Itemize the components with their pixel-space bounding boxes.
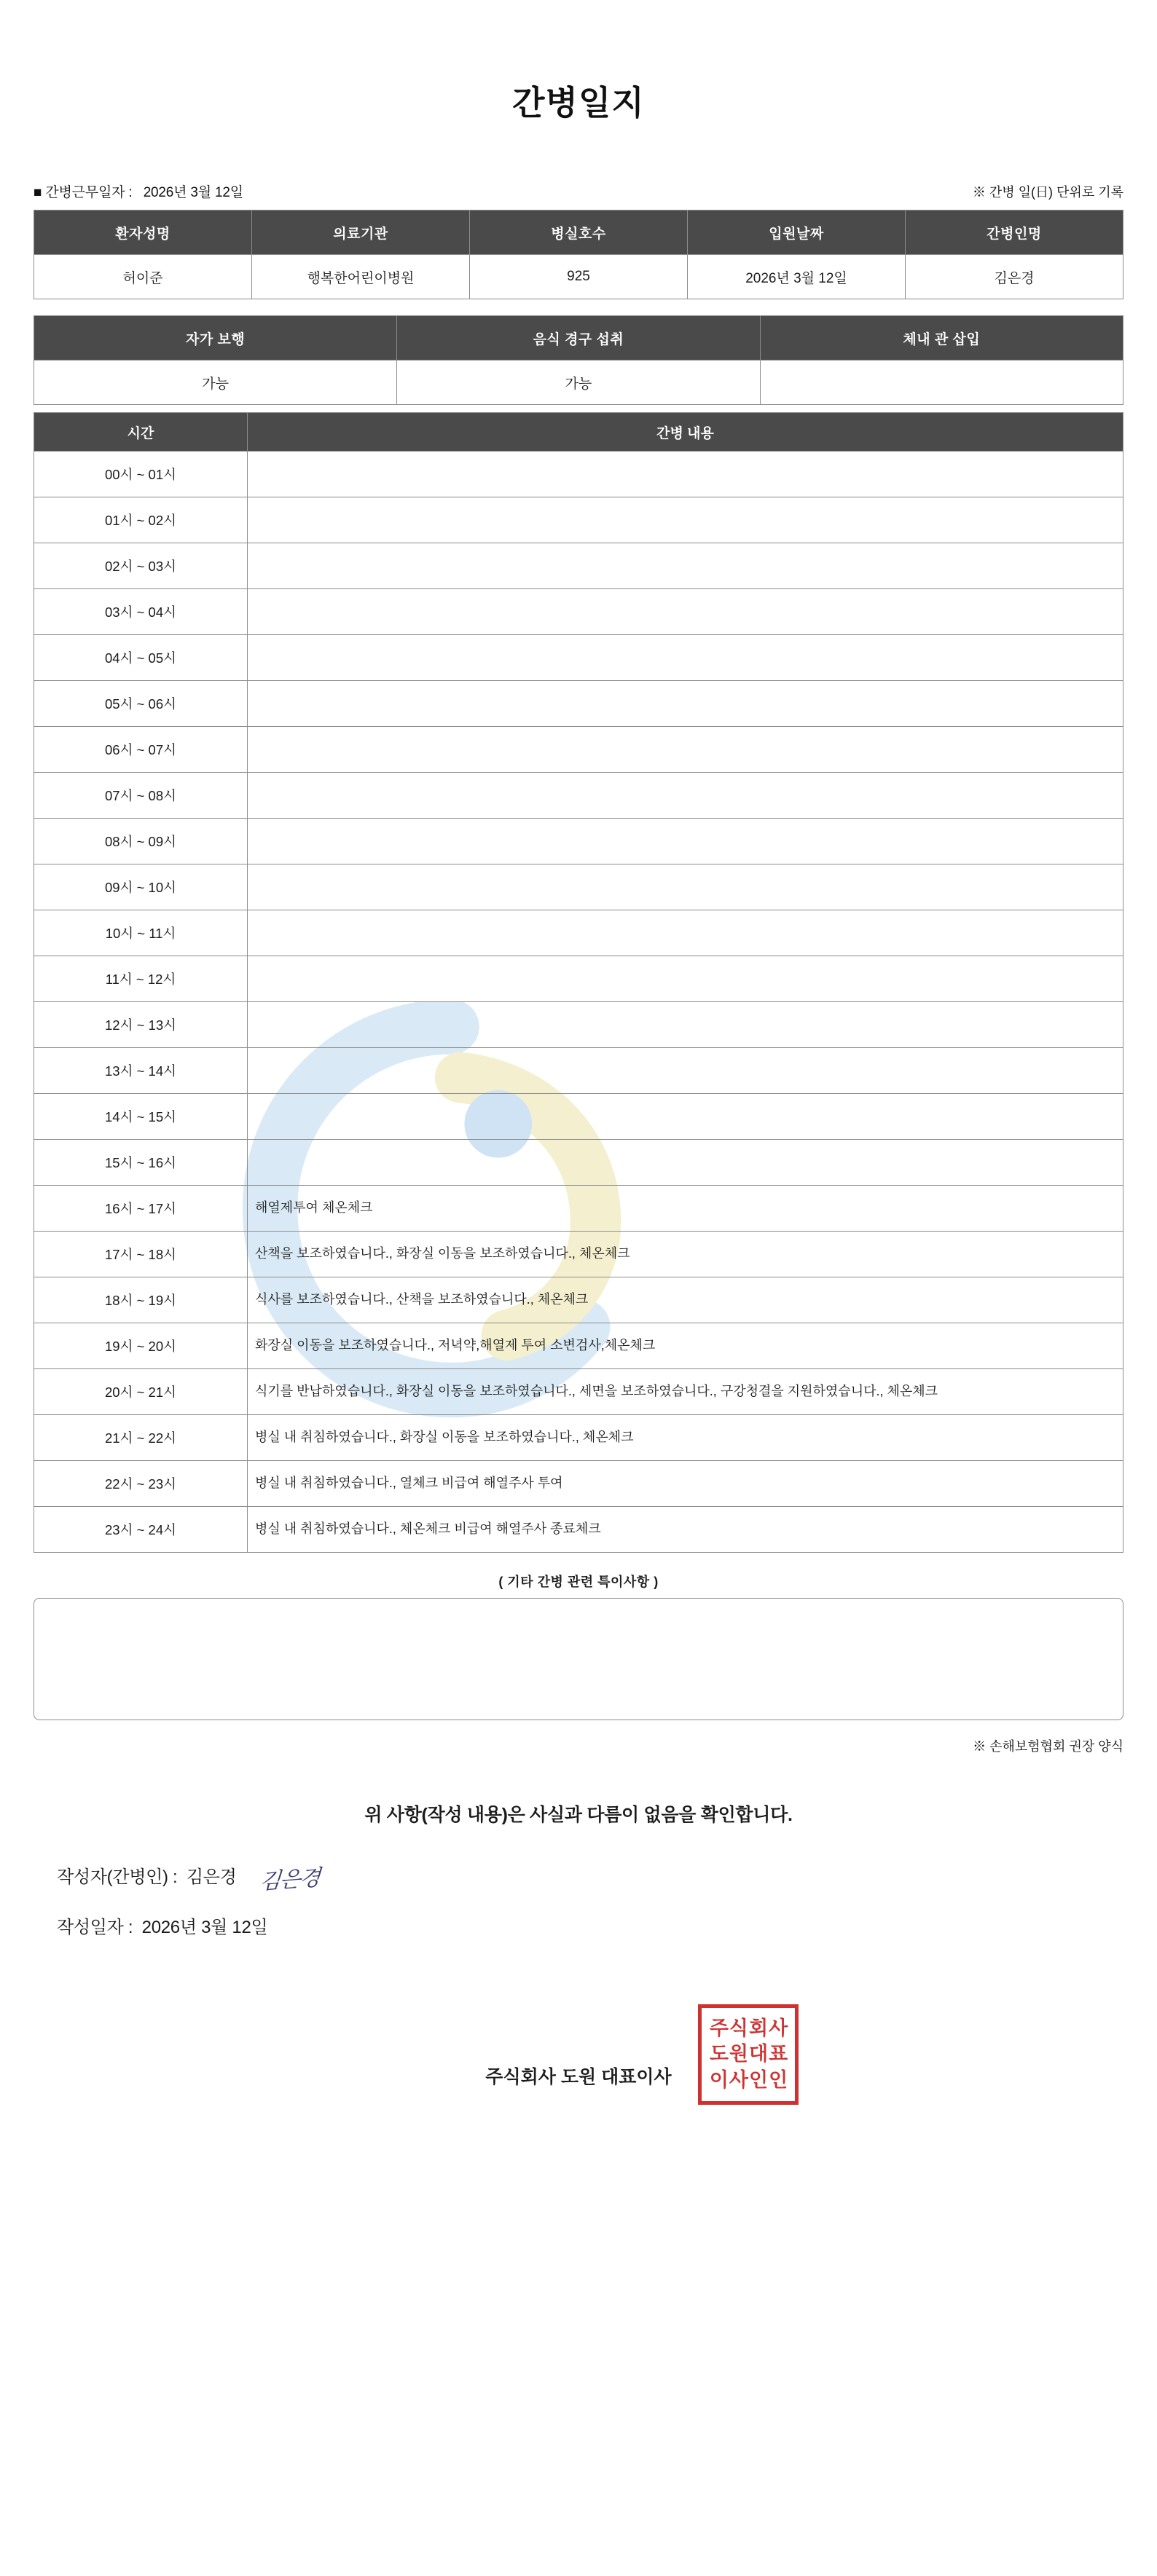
table-row bbox=[34, 910, 1123, 956]
cell-note[interactable]: 화장실 이동을 보조하였습니다., 저녁약,해열제 투여 소변검사,체온체크 bbox=[248, 1323, 1123, 1369]
cell-time: 23시 ~ 24시 bbox=[34, 1507, 248, 1553]
value-patient-name: 허이준 bbox=[34, 255, 252, 299]
cell-time: 13시 ~ 14시 bbox=[34, 1048, 248, 1094]
cell-time: 20시 ~ 21시 bbox=[34, 1369, 248, 1415]
cell-note[interactable] bbox=[248, 1002, 1123, 1048]
page-title: 간병일지 bbox=[512, 84, 645, 122]
cell-time: 14시 ~ 15시 bbox=[34, 1094, 248, 1140]
cell-time: 17시 ~ 18시 bbox=[34, 1232, 248, 1277]
writer-label: 작성자(간병인) : bbox=[57, 1867, 178, 1887]
cell-time: 06시 ~ 07시 bbox=[34, 727, 248, 773]
header-oral-intake: 음식 경구 섭취 bbox=[397, 316, 760, 361]
table-row bbox=[34, 727, 1123, 773]
cell-time: 19시 ~ 20시 bbox=[34, 1323, 248, 1369]
table-row bbox=[34, 1369, 1123, 1415]
table-row bbox=[34, 497, 1123, 543]
unit-note: ※ 간병 일(日) 단위로 기록 bbox=[972, 185, 1123, 200]
writer-name: 김은경 bbox=[186, 1867, 237, 1887]
table-row bbox=[34, 255, 1123, 299]
status-table bbox=[34, 315, 1123, 405]
cell-note[interactable]: 식사를 보조하였습니다., 산책을 보조하였습니다., 체온체크 bbox=[248, 1277, 1123, 1323]
table-row bbox=[34, 1507, 1123, 1553]
cell-time: 01시 ~ 02시 bbox=[34, 497, 248, 543]
cell-time: 02시 ~ 03시 bbox=[34, 543, 248, 589]
work-date bbox=[34, 181, 243, 201]
cell-note[interactable]: 병실 내 취침하였습니다., 열체크 비급여 해열주사 투여 bbox=[248, 1461, 1123, 1507]
cell-note[interactable] bbox=[248, 543, 1123, 589]
header-time: 시간 bbox=[34, 413, 248, 452]
cell-note[interactable] bbox=[248, 681, 1123, 727]
patient-info-table bbox=[34, 210, 1123, 299]
cell-time: 07시 ~ 08시 bbox=[34, 773, 248, 819]
cell-time: 18시 ~ 19시 bbox=[34, 1277, 248, 1323]
cell-note[interactable]: 병실 내 취침하였습니다., 체온체크 비급여 해열주사 종료체크 bbox=[248, 1507, 1123, 1553]
value-admission-date: 2026년 3월 12일 bbox=[688, 255, 906, 299]
writer-line bbox=[57, 1862, 1123, 1895]
work-date-label: ■ 간병근무일자 : bbox=[34, 185, 133, 200]
cell-note[interactable]: 해열제투여 체온체크 bbox=[248, 1186, 1123, 1232]
cell-time: 22시 ~ 23시 bbox=[34, 1461, 248, 1507]
company-name: 주식회사 도원 대표이사 bbox=[485, 2067, 672, 2087]
etc-notes-box[interactable] bbox=[34, 1598, 1123, 1720]
confirmation-text: 위 사항(작성 내용)은 사실과 다름이 없음을 확인합니다. bbox=[364, 1805, 793, 1825]
header-hospital: 의료기관 bbox=[252, 210, 470, 255]
cell-time: 03시 ~ 04시 bbox=[34, 589, 248, 635]
cell-note[interactable] bbox=[248, 910, 1123, 956]
cell-note[interactable] bbox=[248, 727, 1123, 773]
header-care-content: 간병 내용 bbox=[248, 413, 1123, 452]
cell-time: 05시 ~ 06시 bbox=[34, 681, 248, 727]
table-row bbox=[34, 1186, 1123, 1232]
cell-note[interactable] bbox=[248, 864, 1123, 910]
association-note: ※ 손해보험협회 권장 양식 bbox=[973, 1739, 1123, 1754]
date-value: 2026년 3월 12일 bbox=[141, 1918, 268, 1937]
cell-note[interactable] bbox=[248, 635, 1123, 681]
table-row bbox=[34, 543, 1123, 589]
table-row bbox=[34, 864, 1123, 910]
cell-note[interactable] bbox=[248, 497, 1123, 543]
table-row bbox=[34, 1048, 1123, 1094]
etc-section-title: ( 기타 간병 관련 특이사항 ) bbox=[498, 1575, 659, 1589]
table-row bbox=[34, 773, 1123, 819]
date-label: 작성일자 : bbox=[57, 1918, 133, 1937]
table-row bbox=[34, 1140, 1123, 1186]
value-room-number: 925 bbox=[470, 255, 688, 299]
table-row bbox=[34, 819, 1123, 864]
cell-time: 15시 ~ 16시 bbox=[34, 1140, 248, 1186]
header-self-walking: 자가 보행 bbox=[34, 316, 397, 361]
header-patient-name: 환자성명 bbox=[34, 210, 252, 255]
value-tube-insertion bbox=[760, 361, 1123, 405]
table-row bbox=[34, 1002, 1123, 1048]
table-header-row bbox=[34, 316, 1123, 361]
cell-note[interactable]: 병실 내 취침하였습니다., 화장실 이동을 보조하였습니다., 체온체크 bbox=[248, 1415, 1123, 1461]
table-row bbox=[34, 1323, 1123, 1369]
table-row bbox=[34, 589, 1123, 635]
cell-note[interactable]: 산책을 보조하였습니다., 화장실 이동을 보조하였습니다., 체온체크 bbox=[248, 1232, 1123, 1277]
document-page bbox=[0, 76, 1157, 2576]
table-row bbox=[34, 1094, 1123, 1140]
cell-time: 04시 ~ 05시 bbox=[34, 635, 248, 681]
header-tube-insertion: 체내 관 삽입 bbox=[760, 316, 1123, 361]
cell-time: 09시 ~ 10시 bbox=[34, 864, 248, 910]
work-date-value: 2026년 3월 12일 bbox=[143, 185, 243, 200]
cell-note[interactable] bbox=[248, 819, 1123, 864]
cell-note[interactable] bbox=[248, 1048, 1123, 1094]
cell-time: 10시 ~ 11시 bbox=[34, 910, 248, 956]
table-row bbox=[34, 1232, 1123, 1277]
table-header-row bbox=[34, 413, 1123, 452]
company-row bbox=[34, 2000, 1123, 2109]
table-row bbox=[34, 1461, 1123, 1507]
value-hospital: 행복한어린이병원 bbox=[252, 255, 470, 299]
value-self-walking: 가능 bbox=[34, 361, 397, 405]
cell-note[interactable] bbox=[248, 452, 1123, 497]
table-row bbox=[34, 1277, 1123, 1323]
table-row bbox=[34, 1415, 1123, 1461]
header-caregiver-name: 간병인명 bbox=[906, 210, 1123, 255]
table-row bbox=[34, 635, 1123, 681]
cell-note[interactable] bbox=[248, 1140, 1123, 1186]
meta-row bbox=[34, 181, 1123, 201]
table-row bbox=[34, 452, 1123, 497]
cell-note[interactable] bbox=[248, 1094, 1123, 1140]
cell-time: 12시 ~ 13시 bbox=[34, 1002, 248, 1048]
cell-time: 00시 ~ 01시 bbox=[34, 452, 248, 497]
header-admission-date: 입원날짜 bbox=[688, 210, 906, 255]
signature-block bbox=[57, 1862, 1123, 1937]
value-caregiver-name: 김은경 bbox=[906, 255, 1123, 299]
cell-note[interactable]: 식기를 반납하였습니다., 화장실 이동을 보조하였습니다., 세면을 보조하였습니다., 구강청결을 지원하였습니다., 체온체크 bbox=[248, 1369, 1123, 1415]
signature-mark: 김은경 bbox=[259, 1865, 321, 1895]
table-row bbox=[34, 956, 1123, 1002]
cell-time: 08시 ~ 09시 bbox=[34, 819, 248, 864]
cell-time: 11시 ~ 12시 bbox=[34, 956, 248, 1002]
cell-time: 21시 ~ 22시 bbox=[34, 1415, 248, 1461]
cell-note[interactable] bbox=[248, 773, 1123, 819]
cell-note[interactable] bbox=[248, 956, 1123, 1002]
table-row bbox=[34, 361, 1123, 405]
table-row bbox=[34, 681, 1123, 727]
table-header-row bbox=[34, 210, 1123, 255]
company-seal-stamp: 주 식 회 사 도 원 대 표 이 사 인 인 bbox=[698, 2004, 799, 2105]
value-oral-intake: 가능 bbox=[397, 361, 760, 405]
care-log-table bbox=[34, 412, 1123, 1553]
cell-time: 16시 ~ 17시 bbox=[34, 1186, 248, 1232]
date-line bbox=[57, 1913, 1123, 1937]
header-room-number: 병실호수 bbox=[470, 210, 688, 255]
cell-note[interactable] bbox=[248, 589, 1123, 635]
